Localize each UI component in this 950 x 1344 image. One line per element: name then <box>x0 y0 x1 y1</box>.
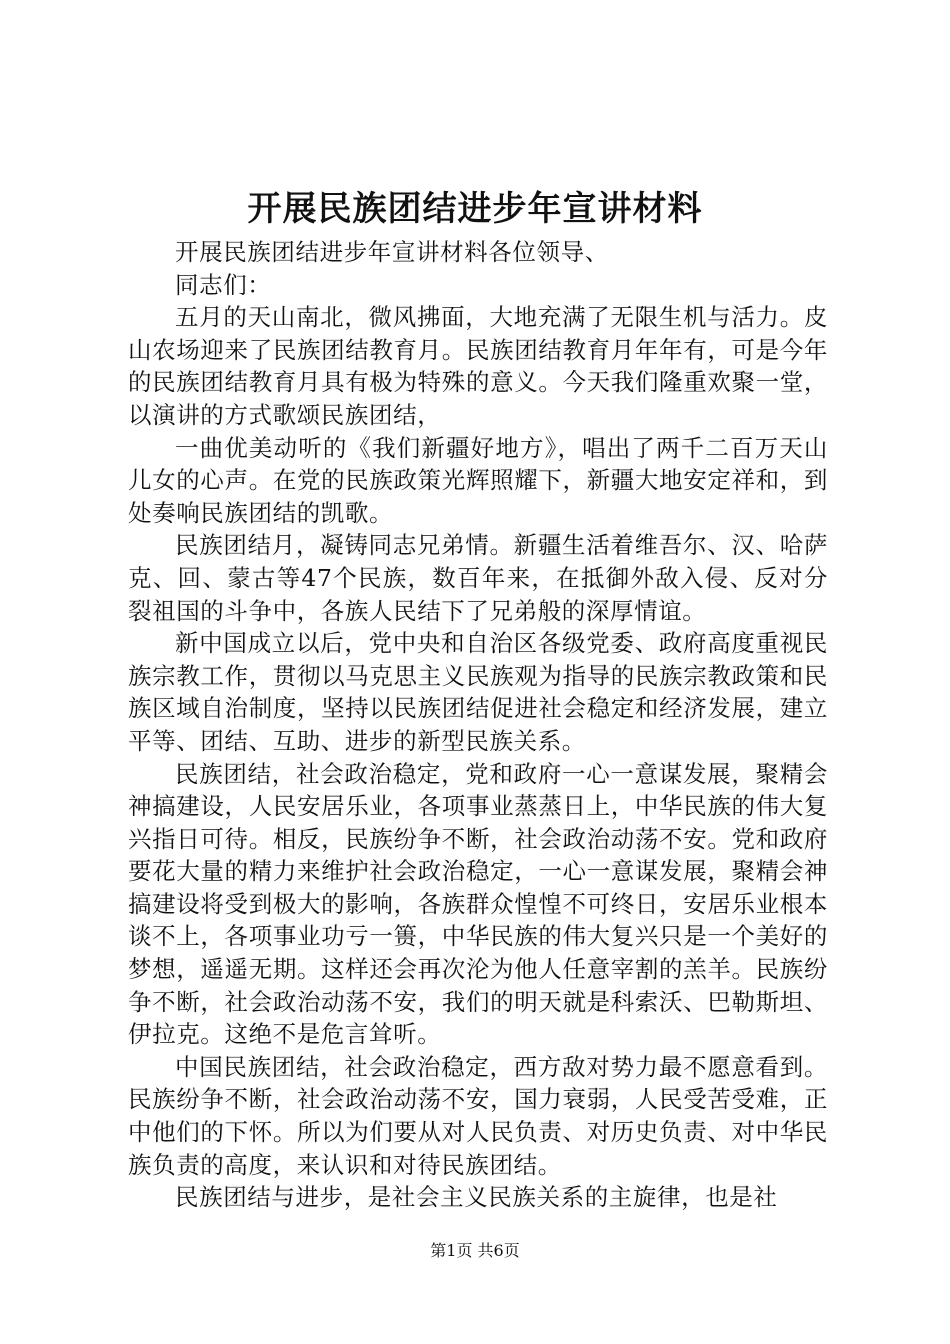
paragraph: 民族团结与进步，是社会主义民族关系的主旋律，也是社 <box>175 1183 778 1212</box>
document-title: 开展民族团结进步年宣讲材料 <box>247 189 703 229</box>
paragraph: 民族团结月，凝铸同志兄弟情。新疆生活着维吾尔、汉、哈萨克、回、蒙古等47个民族，数百年来，在抵御外敌入侵、反对分裂祖国的斗争中，各族人民结下了兄弟般的深厚情谊。 <box>128 531 828 625</box>
paragraph: 五月的天山南北，微风拂面，大地充满了无限生机与活力。皮山农场迎来了民族团结教育月。民族团结教育月年年有，可是今年的民族团结教育月具有极为特殊的意义。今天我们隆重欢聚一堂，以演讲的方式歌颂民族团结， <box>128 303 828 429</box>
paragraph: 同志们： <box>175 270 272 299</box>
document-body <box>128 236 828 1214</box>
paragraph: 开展民族团结进步年宣讲材料各位领导、 <box>175 238 609 266</box>
paragraph: 民族团结，社会政治稳定，党和政府一心一意谋发展，聚精会神搞建设，人民安居乐业，各项事业蒸蒸日上，中华民族的伟大复兴指日可待。相反，民族纷争不断，社会政治动荡不安。党和政府要花大量的精力来维护社会政治稳定，一心一意谋发展，聚精会神搞建设将受到极大的影响，各族群众惶惶不可终日，安居乐业根本谈不上，各项事业功亏一篑，中华民族的伟大复兴只是一个美好的梦想，遥遥无期。这样还会再次沦为他人任意宰割的羔羊。民族纷争不断，社会政治动荡不安，我们的明天就是科索沃、巴勒斯坦、伊拉克。这绝不是危言耸听。 <box>128 759 828 1049</box>
page-number-footer: 第1页 共6页 <box>430 1241 520 1260</box>
paragraph: 新中国成立以后，党中央和自治区各级党委、政府高度重视民族宗教工作，贯彻以马克思主义民族观为指导的民族宗教政策和民族区域自治制度，坚持以民族团结促进社会稳定和经济发展，建立平等、团结、互助、进步的新型民族关系。 <box>128 629 828 755</box>
paragraph: 中国民族团结，社会政治稳定，西方敌对势力最不愿意看到。民族纷争不断，社会政治动荡不安，国力衰弱，人民受苦受难，正中他们的下怀。所以为们要从对人民负责、对历史负责、对中华民族负责的高度，来认识和对待民族团结。 <box>128 1052 828 1179</box>
paragraph: 一曲优美动听的《我们新疆好地方》，唱出了两千二百万天山儿女的心声。在党的民族政策光辉照耀下，新疆大地安定祥和，到处奏响民族团结的凯歌。 <box>128 433 828 527</box>
